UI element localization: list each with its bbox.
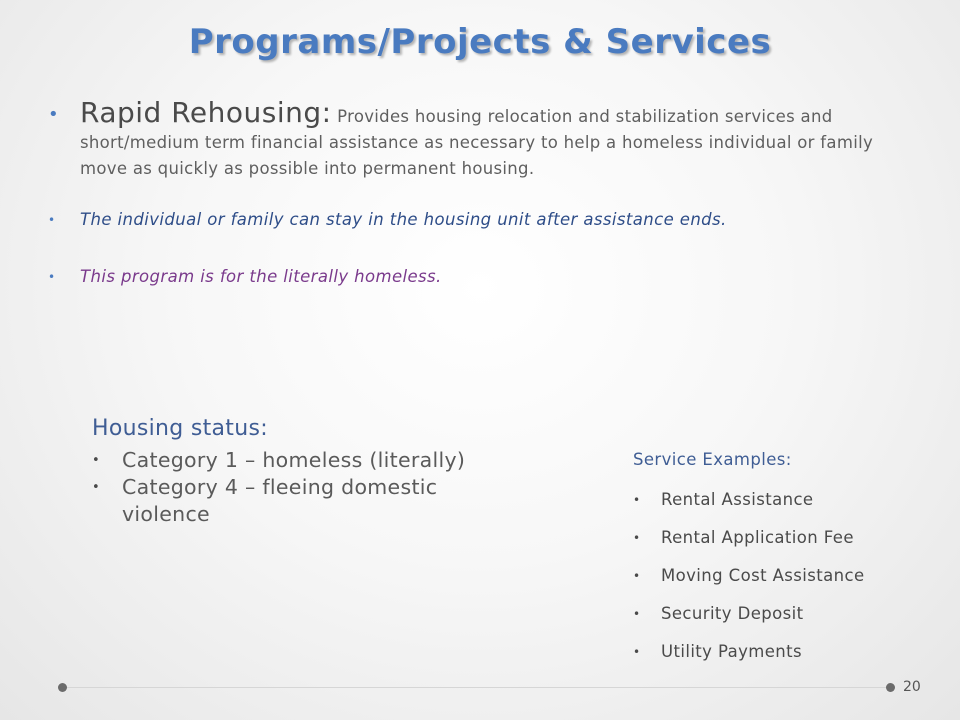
housing-status-item: Category 4 – fleeing domestic violence	[122, 475, 438, 526]
service-examples-title: Service Examples:	[633, 450, 792, 469]
list-item	[92, 474, 512, 528]
bullet-dot-icon: •	[92, 480, 100, 495]
bullet-dot-icon: •	[48, 213, 56, 227]
page-number: 20	[903, 679, 921, 695]
footer-right-dot-icon	[886, 683, 895, 692]
housing-status-section	[92, 416, 512, 528]
bullet-dot-icon: •	[633, 645, 641, 659]
bullet-dot-icon: •	[48, 270, 56, 284]
housing-status-title: Housing status:	[92, 416, 268, 441]
bullet-stay-note	[48, 210, 888, 229]
service-item: Utility Payments	[661, 642, 803, 661]
list-item	[633, 633, 943, 671]
list-item	[633, 557, 943, 595]
list-item	[633, 595, 943, 633]
bullet-dot-icon: •	[48, 104, 59, 125]
service-item: Moving Cost Assistance	[661, 566, 865, 585]
homeless-note-text: This program is for the literally homeless.	[80, 267, 442, 286]
bullet-dot-icon: •	[633, 493, 641, 507]
slide-title: Programs/Projects & Services	[188, 22, 772, 62]
bullet-homeless-note	[48, 267, 888, 286]
stay-note-text: The individual or family can stay in the housing unit after assistance ends.	[80, 210, 727, 229]
housing-status-item: Category 1 – homeless (literally)	[122, 448, 466, 472]
service-examples-list	[633, 481, 943, 671]
footer-left-dot-icon	[58, 683, 67, 692]
list-item	[633, 481, 943, 519]
list-item	[633, 519, 943, 557]
bullet-dot-icon: •	[92, 453, 100, 468]
footer-divider	[60, 687, 892, 688]
bullet-rapid-rehousing	[48, 96, 888, 182]
service-item: Rental Assistance	[661, 490, 814, 509]
list-item	[92, 447, 512, 474]
service-item: Security Deposit	[661, 604, 804, 623]
service-examples-section	[633, 450, 943, 671]
rapid-rehousing-lead: Rapid Rehousing:	[80, 96, 332, 129]
bullet-dot-icon: •	[633, 531, 641, 545]
housing-status-list	[92, 447, 512, 528]
rapid-rehousing-description: Provides housing relocation and stabilization services and short/medium term financial assistance as necessary to help a homeless individual or family move as quickly as possible into permanent housing.	[80, 107, 874, 178]
bullet-dot-icon: •	[633, 569, 641, 583]
service-item: Rental Application Fee	[661, 528, 854, 547]
main-bullet-list	[48, 96, 888, 286]
bullet-dot-icon: •	[633, 607, 641, 621]
